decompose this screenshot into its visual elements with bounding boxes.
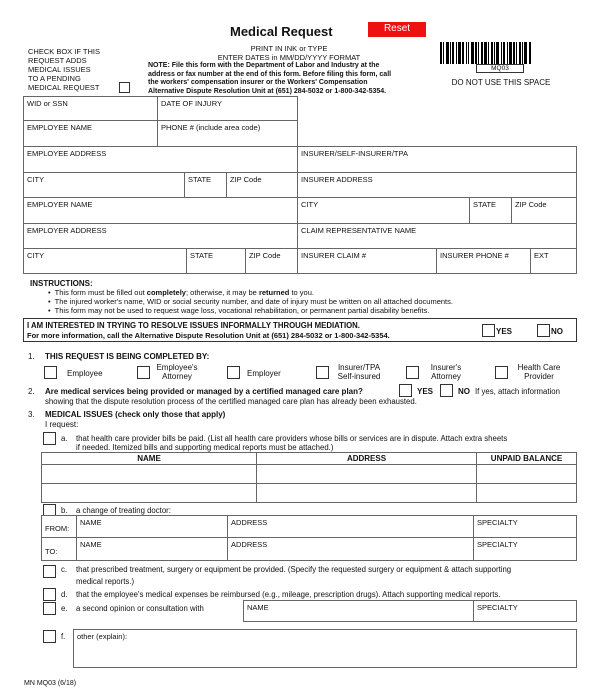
q3-d-checkbox[interactable]	[43, 588, 56, 601]
dates-line: ENTER DATES in MM/DD/YYYY FORMAT	[217, 53, 361, 62]
do-not-use-label: DO NOT USE THIS SPACE	[451, 78, 551, 87]
q2-no-checkbox[interactable]	[440, 384, 453, 397]
employee-name-field[interactable]: EMPLOYEE NAME	[23, 120, 158, 147]
q3-a-line-2: if needed. Itemized bills and supporting medical reports must be attached.)	[76, 443, 334, 452]
to-name-field[interactable]: NAME	[76, 537, 228, 561]
q1-employee-attorney-label: Employee's Attorney	[156, 363, 198, 381]
form-id: MN MQ03 (6/18)	[24, 680, 77, 687]
insurer-field[interactable]: INSURER/SELF-INSURER/TPA	[297, 146, 577, 173]
q1-health-care-provider-checkbox[interactable]	[495, 366, 508, 379]
q1-employee-checkbox[interactable]	[44, 366, 57, 379]
q3-heading: MEDICAL ISSUES (check only those that apply)	[45, 410, 226, 419]
to-label-cell: TO:	[41, 537, 77, 561]
q2-tail: If yes, attach information	[475, 387, 560, 396]
bill-row-1-name[interactable]	[41, 464, 257, 484]
q3-c-line-2: medical reports.)	[76, 577, 135, 586]
from-specialty-field[interactable]: SPECIALTY	[473, 515, 577, 538]
q1-number: 1.	[28, 352, 35, 361]
q3-d-text: that the employee's medical expenses be reimbursed (e.g., mileage, prescription drugs). Attach supporting medical reports.	[76, 590, 501, 599]
bill-row-2-address[interactable]	[256, 483, 477, 503]
q3-e-checkbox[interactable]	[43, 602, 56, 615]
barcode-image	[440, 42, 560, 64]
insurer-ext-field[interactable]: EXT	[530, 248, 577, 274]
q1-employer-checkbox[interactable]	[227, 366, 240, 379]
e-specialty-field[interactable]: SPECIALTY	[473, 600, 577, 622]
q1-employee-attorney-checkbox[interactable]	[137, 366, 150, 379]
q2-number: 2.	[28, 387, 35, 396]
th-address: ADDRESS	[346, 454, 387, 463]
instruction-3: • This form may not be used to request wage loss, vocational rehabilitation, or permanent partial disability benefits.	[48, 306, 430, 315]
insurer-state-field[interactable]: STATE	[469, 197, 512, 224]
q2-question: Are medical services being provided or managed by a certified managed care plan?	[45, 387, 363, 396]
q3-b-letter: b.	[61, 506, 68, 515]
reset-button[interactable]: Reset	[368, 22, 426, 37]
employee-zip-field[interactable]: ZIP Code	[226, 172, 298, 198]
q3-a-checkbox[interactable]	[43, 432, 56, 445]
date-of-injury-field[interactable]: DATE OF INJURY	[157, 96, 298, 121]
e-name-field[interactable]: NAME	[243, 600, 474, 622]
employee-city-field[interactable]: CITY	[23, 172, 185, 198]
mediation-yes-checkbox[interactable]	[482, 324, 495, 337]
employer-zip-field[interactable]: ZIP Code	[245, 248, 298, 274]
insurer-claim-field[interactable]: INSURER CLAIM #	[297, 248, 437, 274]
from-address-field[interactable]: ADDRESS	[227, 515, 474, 538]
q3-b-text: a change of treating doctor:	[76, 506, 171, 515]
from-label-cell: FROM:	[41, 515, 77, 538]
q3-c-line-1: that prescribed treatment, surgery or equipment be provided. (Specify the requested surgery or equipment & attach supporting	[76, 565, 512, 574]
insurer-city-field[interactable]: CITY	[297, 197, 470, 224]
bill-row-1-address[interactable]	[256, 464, 477, 484]
from-name-field[interactable]: NAME	[76, 515, 228, 538]
q2-yes-checkbox[interactable]	[399, 384, 412, 397]
q2-line-2: showing that the dispute resolution process of the certified managed care plan has already been exhausted.	[45, 397, 417, 406]
q3-a-letter: a.	[61, 434, 68, 443]
phone-field[interactable]: PHONE # (include area code)	[157, 120, 298, 147]
f-explain-field[interactable]: other (explain):	[73, 629, 577, 668]
bill-row-2-balance[interactable]	[476, 483, 577, 503]
bill-row-2-name[interactable]	[41, 483, 257, 503]
q3-e-letter: e.	[61, 604, 68, 613]
q1-employer-label: Employer	[247, 369, 281, 378]
barcode-text: MQ03	[476, 64, 524, 73]
page-title: Medical Request	[230, 24, 333, 39]
instructions-heading: INSTRUCTIONS:	[30, 279, 93, 288]
q1-insurer-checkbox[interactable]	[316, 366, 329, 379]
mediation-yes-label: YES	[496, 327, 513, 336]
employer-city-field[interactable]: CITY	[23, 248, 187, 274]
q3-c-checkbox[interactable]	[43, 565, 56, 578]
q2-yes-label: YES	[417, 387, 434, 396]
q3-e-text: a second opinion or consultation with	[76, 604, 204, 613]
insurer-phone-field[interactable]: INSURER PHONE #	[436, 248, 531, 274]
bill-row-1-balance[interactable]	[476, 464, 577, 484]
to-address-field[interactable]: ADDRESS	[227, 537, 474, 561]
print-line: PRINT IN INK or TYPE	[250, 44, 328, 53]
q1-employee-label: Employee	[67, 369, 103, 378]
insurer-zip-field[interactable]: ZIP Code	[511, 197, 577, 224]
q1-insurer-attorney-checkbox[interactable]	[406, 366, 419, 379]
q1-heading: THIS REQUEST IS BEING COMPLETED BY:	[45, 352, 210, 361]
mediation-no-checkbox[interactable]	[537, 324, 550, 337]
employee-state-field[interactable]: STATE	[184, 172, 227, 198]
q3-f-checkbox[interactable]	[43, 630, 56, 643]
q3-number: 3.	[28, 410, 35, 419]
q3-c-letter: c.	[61, 565, 68, 574]
employee-address-field[interactable]: EMPLOYEE ADDRESS	[23, 146, 298, 173]
q1-insurer-attorney-label: Insurer's Attorney	[430, 363, 462, 381]
q3-f-letter: f.	[61, 632, 66, 641]
claim-rep-field[interactable]: CLAIM REPRESENTATIVE NAME	[297, 223, 577, 249]
q1-insurer-label: Insurer/TPA Self-insured	[337, 363, 381, 381]
mediation-no-label: NO	[551, 327, 563, 336]
q3-request-label: I request:	[45, 420, 79, 429]
mediation-line-2: For more information, call the Alternative Dispute Resolution Unit at (651) 284-5032 or 1-800-342-5354.	[27, 331, 390, 340]
instruction-1: • This form must be filled out completely; otherwise, it may be returned to you.	[48, 288, 314, 297]
employer-address-field[interactable]: EMPLOYER ADDRESS	[23, 223, 298, 249]
wid-field[interactable]: WID or SSN	[23, 96, 158, 121]
mediation-line-1: I AM INTERESTED IN TRYING TO RESOLVE ISSUES INFORMALLY THROUGH MEDIATION.	[27, 321, 360, 330]
th-balance: UNPAID BALANCE	[490, 454, 563, 463]
check-box-note: CHECK BOX IF THIS REQUEST ADDS MEDICAL ISSUES TO A PENDING MEDICAL REQUEST	[28, 47, 100, 92]
insurer-address-field[interactable]: INSURER ADDRESS	[297, 172, 577, 198]
th-name: NAME	[137, 454, 161, 463]
q3-d-letter: d.	[61, 590, 68, 599]
instruction-2: • The injured worker's name, WID or social security number, and date of injury must be written on all attached documents.	[48, 297, 453, 306]
employer-state-field[interactable]: STATE	[186, 248, 246, 274]
q1-health-care-provider-label: Health Care Provider	[517, 363, 561, 381]
pending-request-checkbox[interactable]	[119, 82, 130, 93]
filing-note: NOTE: File this form with the Department of Labor and Industry at the address or fax number at the end of this form. Before filing this form, call the workers' compensation insurer or the Workers' Compensation Alternative Dispute Resolution Unit at (651) 284-5032 or 1-800-342-5354.	[148, 62, 392, 95]
employer-name-field[interactable]: EMPLOYER NAME	[23, 197, 298, 224]
to-specialty-field[interactable]: SPECIALTY	[473, 537, 577, 561]
q2-no-label: NO	[458, 387, 470, 396]
q3-a-line-1: that health care provider bills be paid. (List all health care providers whose bills or services are in dispute. Attach extra sheets	[76, 434, 508, 443]
